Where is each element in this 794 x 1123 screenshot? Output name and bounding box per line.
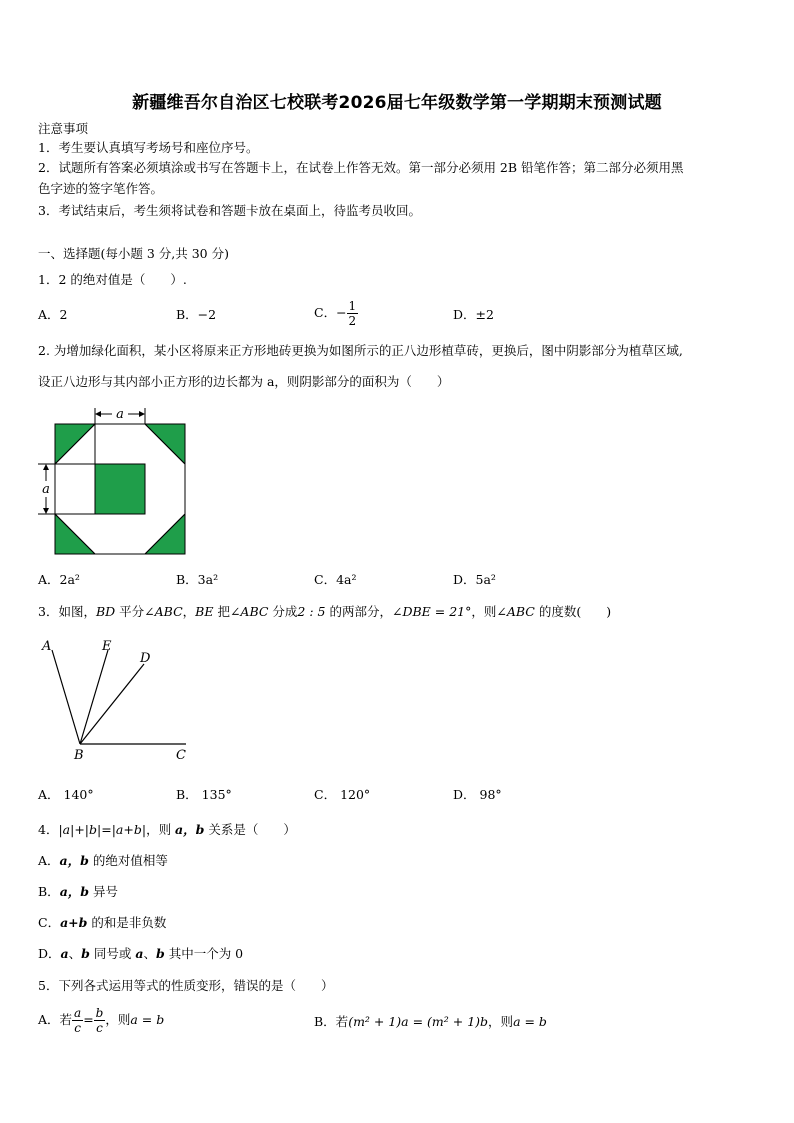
- section-heading: 一、选择题(每小题 3 分,共 30 分): [38, 246, 229, 261]
- q3-choice-c-value: 120°: [340, 787, 371, 802]
- q3-stem-angle-abc-2: ∠ABC: [229, 604, 269, 619]
- q3-stem-angle-abc-3: ∠ABC: [496, 604, 535, 619]
- q4-choice-b: [38, 884, 118, 900]
- question-3-stem: [38, 604, 611, 620]
- notice-item-2-cont: 色字迹的签字笔作答。: [38, 181, 164, 196]
- q5-a-equals: =: [83, 1012, 94, 1027]
- q2-arrow-left-top: [43, 464, 49, 470]
- q3-ray-be: [80, 650, 108, 744]
- q3-stem-part-7: ，则: [471, 604, 497, 619]
- q5-b-result: a = b: [513, 1014, 547, 1029]
- q3-stem-part-3: ，: [182, 604, 196, 619]
- q5-b-expr: (m² + 1)a = (m² + 1)b: [348, 1014, 489, 1029]
- notice-item-1: 1．考生要认真填写考场号和座位序号。: [38, 140, 259, 155]
- q3-angle-figure: [36, 636, 196, 764]
- q4-b-label: B．: [38, 884, 60, 899]
- q3-stem-part-8: 的度数( ): [534, 604, 612, 619]
- q2-octagon-tile-figure: [36, 404, 196, 556]
- q4-stem-vars: a，b: [175, 822, 205, 837]
- q3-stem-be: BE: [195, 604, 214, 619]
- q4-choice-c: [38, 915, 166, 931]
- q3-choice-b: [176, 787, 232, 803]
- q1-choice-a: A．2: [38, 307, 68, 322]
- q5-a-label: A．若: [38, 1012, 73, 1027]
- q3-choice-d-value: 98°: [479, 787, 502, 802]
- q3-stem-part-4: 把: [213, 604, 230, 619]
- q5-choice-b: [314, 1014, 547, 1030]
- q4-d-var-4: b: [155, 946, 165, 961]
- q3-label-e: E: [102, 639, 112, 654]
- q3-stem-bd: BD: [95, 604, 116, 619]
- q4-d-sep-2: 、: [143, 946, 156, 961]
- q5-a-fraction-1: [72, 1006, 83, 1035]
- q2-arrow-top-right: [139, 411, 145, 417]
- q3-choice-b-value: 135°: [201, 787, 232, 802]
- q4-c-vars: a+b: [60, 915, 88, 930]
- q1-c-denominator: 2: [348, 314, 357, 328]
- q4-c-text: 的和是非负数: [87, 915, 167, 930]
- notice-heading: 注意事项: [38, 121, 89, 136]
- q4-choice-a: [38, 853, 168, 869]
- q4-choice-d: [38, 946, 243, 962]
- q5-a-num-2: b: [95, 1006, 104, 1020]
- q4-a-label: A．: [38, 853, 60, 868]
- q3-stem-ratio: 2 : 5: [297, 604, 326, 619]
- q1-choice-d: D．±2: [453, 307, 494, 322]
- q3-label-d: D: [140, 651, 151, 666]
- page-title: 新疆维吾尔自治区七校联考2026届七年级数学第一学期期末预测试题: [132, 93, 662, 113]
- q3-choice-b-label: B．: [176, 787, 198, 802]
- q5-a-den-2: c: [96, 1021, 103, 1035]
- q1-choice-c-prefix: C．−: [314, 305, 347, 320]
- q3-choice-a: [38, 787, 94, 803]
- q4-b-vars: a，b: [59, 884, 90, 899]
- q3-choice-d-label: D．: [453, 787, 476, 802]
- q4-stem-part-2: ，则: [146, 822, 176, 837]
- q3-label-a: A: [42, 639, 52, 654]
- q4-c-label: C．: [38, 915, 61, 930]
- q2-choice-d: D．5a²: [453, 572, 496, 587]
- q5-a-num-1: a: [74, 1006, 82, 1020]
- q3-choice-c-label: C．: [314, 787, 337, 802]
- notice-item-2: 2．试题所有答案必须填涂或书写在答题卡上，在试卷上作答无效。第一部分必须用 2B 铅笔作答；第二部分必须用黑: [38, 160, 684, 175]
- q5-a-then: ，则: [105, 1012, 131, 1027]
- q4-stem-expr: |a|+|b|=|a+b|: [58, 822, 147, 837]
- q4-d-var-3: a: [135, 946, 144, 961]
- q1-choice-c: [314, 299, 358, 328]
- question-2-stem-line2: 设正八边形与其内部小正方形的边长都为 a，则阴影部分的面积为（ ）: [38, 374, 450, 389]
- q1-c-numerator: 1: [348, 299, 357, 313]
- q3-choice-d: [453, 787, 502, 803]
- q4-d-var-2: b: [81, 946, 90, 961]
- q4-d-text-2: 其中一个为 0: [164, 946, 244, 961]
- q1-choice-c-fraction: [347, 299, 359, 328]
- q4-d-text-1: 同号或: [89, 946, 136, 961]
- q4-d-var-1: a: [60, 946, 69, 961]
- q5-b-then: ，则: [488, 1014, 514, 1029]
- question-1-stem: 1．2 的绝对值是（ ）.: [38, 272, 187, 287]
- q3-label-c: C: [176, 748, 186, 763]
- q3-ray-ba: [52, 650, 80, 744]
- q3-stem-part-5: 分成: [268, 604, 298, 619]
- q5-a-den-1: c: [74, 1021, 81, 1035]
- q5-b-label: B．若: [314, 1014, 349, 1029]
- q2-arrow-top-left: [95, 411, 101, 417]
- q4-d-label: D．: [38, 946, 61, 961]
- q4-stem-part-3: 关系是（ ）: [204, 822, 296, 837]
- q1-choice-b: B．−2: [176, 307, 217, 322]
- q3-label-b: B: [74, 748, 84, 763]
- q2-dim-label-top: a: [116, 407, 124, 422]
- q2-choice-b: B．3a²: [176, 572, 219, 587]
- q3-stem-angle-abc-1: ∠ABC: [144, 604, 183, 619]
- q5-a-result: a = b: [130, 1012, 165, 1027]
- q4-b-text: 异号: [89, 884, 119, 899]
- q3-ray-bd: [80, 664, 144, 744]
- q3-choice-a-label: A．: [38, 787, 60, 802]
- q4-d-sep-1: 、: [68, 946, 82, 961]
- q2-inner-square: [95, 464, 145, 514]
- q4-a-text: 的绝对值相等: [88, 853, 168, 868]
- q2-dim-label-left: a: [42, 482, 50, 497]
- q2-choice-c: C．4a²: [314, 572, 357, 587]
- question-5-stem: 5．下列各式运用等式的性质变形，错误的是（ ）: [38, 978, 334, 993]
- q3-stem-part-2: 平分: [115, 604, 145, 619]
- q5-a-fraction-2: [94, 1006, 106, 1035]
- q3-choice-c: [314, 787, 370, 803]
- q2-choice-a: A．2a²: [38, 572, 80, 587]
- q3-stem-part-6: 的两部分，: [325, 604, 392, 619]
- q4-stem-part-1: 4．: [38, 822, 59, 837]
- q3-choice-a-value: 140°: [63, 787, 94, 802]
- q2-arrow-left-bottom: [43, 508, 49, 514]
- q3-stem-angle-dbe: ∠DBE = 21°: [391, 604, 472, 619]
- q4-a-vars: a，b: [59, 853, 89, 868]
- question-2-stem-line1: 2. 为增加绿化面积，某小区将原来正方形地砖更换为如图所示的正八边形植草砖，更换后，图中阴影部分为植草区域,: [38, 343, 683, 358]
- q5-choice-a: [38, 1006, 164, 1035]
- question-4-stem: [38, 822, 296, 838]
- q3-stem-part-1: 3．如图，: [38, 604, 96, 619]
- notice-item-3: 3．考试结束后，考生须将试卷和答题卡放在桌面上，待监考员收回。: [38, 203, 421, 218]
